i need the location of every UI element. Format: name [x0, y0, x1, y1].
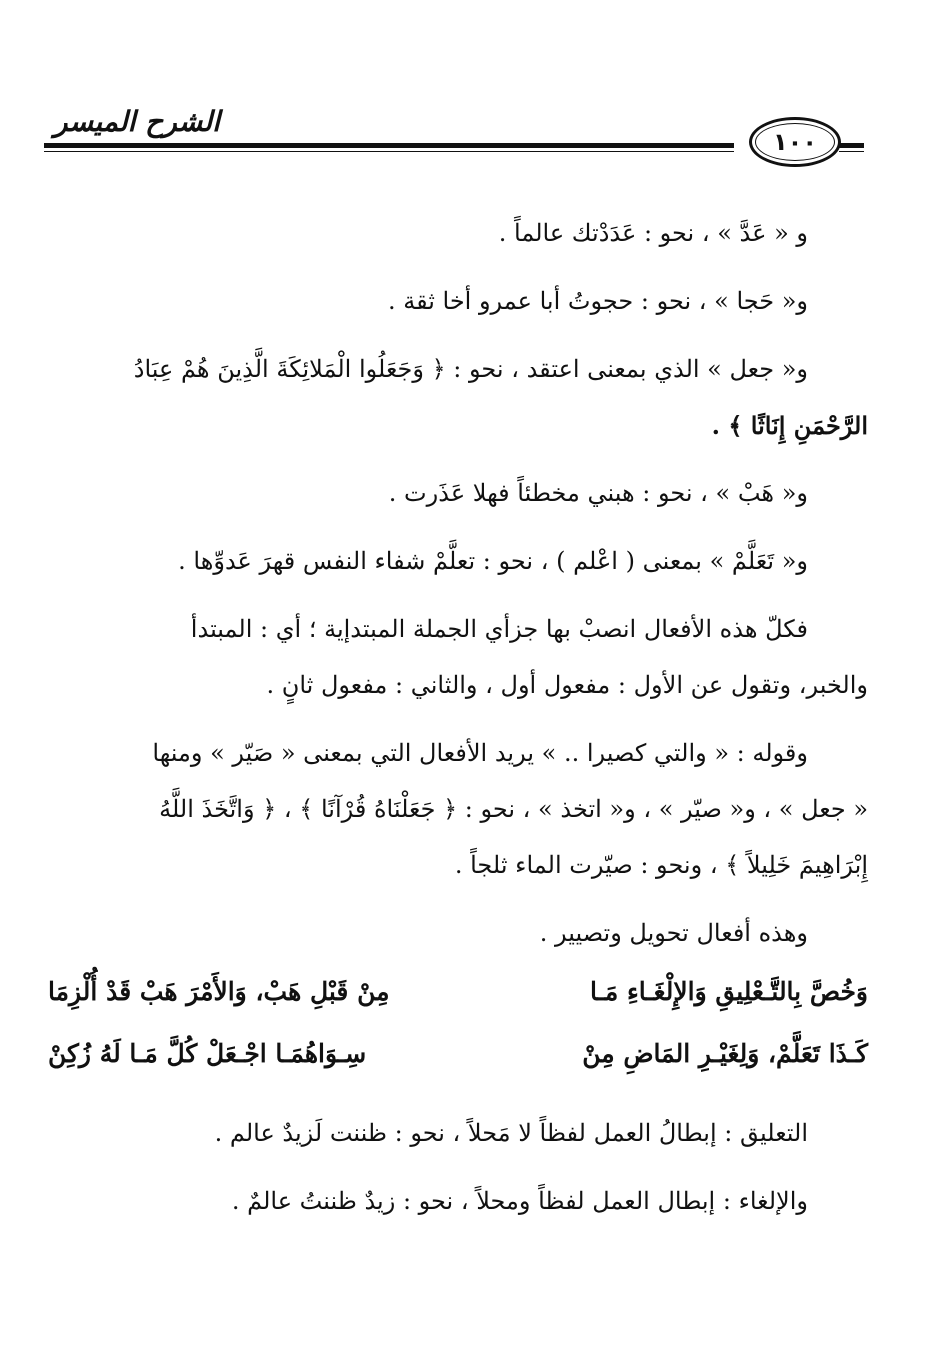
poem-verse [48, 977, 868, 1017]
text-line: و« تَعَلَّمْ » بمعنى ( اعْلم ) ، نحو : تعلَّمْ شفاء النفس قهرَ عَدوِّها . [178, 547, 808, 575]
poem-hemistich-first: وَخُصَّ بِالتَّـعْلِيقِ وَالإِلْغَـاءِ مَـا [589, 977, 868, 1006]
poem-hemistich-second: سِـوَاهُمَـا اجْـعَلْ كُلَّ مَـا لَهُ زُكِنْ [48, 1039, 367, 1068]
text-line: فكلّ هذه الأفعال انصبْ بها جزأي الجملة المبتدإية ؛ أي : المبتدأ [190, 615, 808, 643]
text-line: وهذه أفعال تحويل وتصيير . [539, 919, 808, 947]
text-line: الرَّحْمَنِ إِنَاثًا ﴾ . [711, 411, 868, 440]
poem-verse [48, 1039, 868, 1079]
text-line: و« هَبْ » ، نحو : هبني مخطئاً فهلا عَذَرت . [388, 479, 808, 507]
text-line: وقوله : « والتي كصيرا .. » يريد الأفعال التي بمعنى « صَيّر » ومنها [152, 739, 808, 767]
text-line: إِبْرَاهِيمَ خَلِيلاً ﴾ ، ونحو : صيّرت الماء ثلجاً . [454, 851, 868, 879]
header-rule-thin [44, 151, 734, 152]
page-number-frame [749, 117, 841, 167]
text-line: « جعل » ، و« صيّر » ، و« اتخذ » ، نحو : ﴿ جَعَلْنَاهُ قُرْآنًا ﴾ ، ﴿ وَاتَّخَذَ اللَّهُ [159, 795, 868, 823]
page-header [44, 95, 864, 175]
text-line: و« جعل » الذي بمعنى اعتقد ، نحو : ﴿ وَجَعَلُوا الْمَلائِكَةَ الَّذِينَ هُمْ عِبَادُ [133, 355, 808, 383]
page-number: ١٠٠ [773, 128, 817, 156]
header-rule-right [839, 143, 864, 148]
header-rule [44, 143, 734, 148]
text-line: و« حَجا » ، نحو : حجوتُ أبا عمرو أخا ثقة . [387, 287, 808, 315]
definition-line: والإلغاء : إبطال العمل لفظاً ومحلاً ، نحو : زيدٌ ظننتُ عالمٌ . [231, 1187, 808, 1215]
text-line: والخبر، وتقول عن الأول : مفعول أول ، والثاني : مفعول ثانٍ . [266, 671, 868, 699]
poem-hemistich-first: كَـذَا تَعَلَّمْ، وَلِغَيْـرِ المَاضِ مِنْ [582, 1039, 868, 1068]
definition-line: التعليق : إبطالُ العمل لفظاً لا مَحلاً ، نحو : ظننت لَزيدٌ عالم . [214, 1119, 808, 1147]
poem-hemistich-second: مِنْ قَبْلِ هَبْ، وَالأَمْرَ هَبْ قَدْ أُلْزِمَا [48, 977, 390, 1006]
text-line: و « عَدَّ » ، نحو : عَدَدْتك عالماً . [498, 219, 808, 247]
header-rule-right-thin [839, 151, 864, 152]
running-title: الشرح الميسر [54, 105, 220, 138]
